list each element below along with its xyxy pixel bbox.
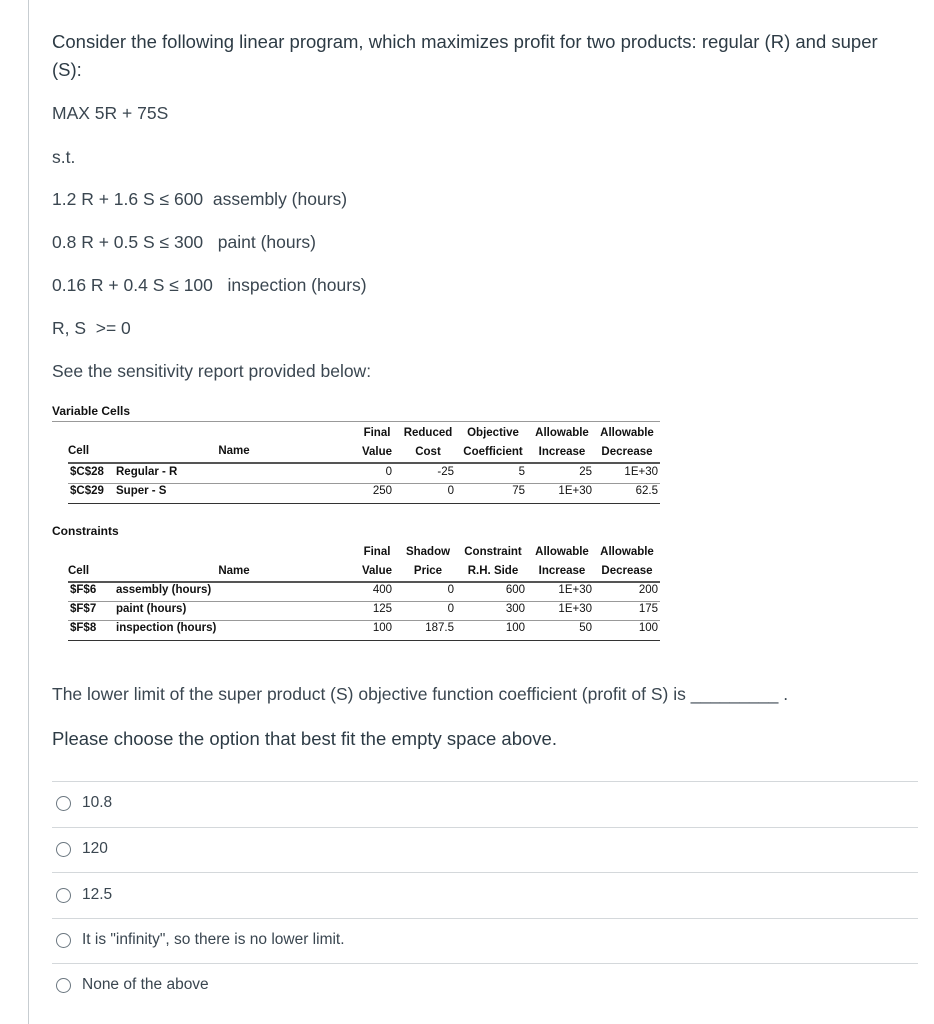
constraint-label: paint (hours)	[217, 232, 317, 252]
constraint-label: assembly (hours)	[212, 189, 348, 209]
option-label: None of the above	[82, 976, 209, 993]
divider	[68, 483, 660, 484]
final-value: 0	[385, 466, 392, 478]
shadow-price: 187.5	[425, 622, 454, 634]
constraint-paint	[52, 232, 316, 253]
constraint-rhs: 600	[505, 584, 525, 596]
sensitivity-report	[52, 404, 672, 654]
allowable-decrease: 200	[638, 584, 658, 596]
divider	[52, 963, 918, 964]
divider	[52, 781, 918, 782]
radio-button-icon[interactable]	[56, 796, 71, 811]
final-value: 125	[372, 603, 392, 615]
cell-ref: $C$28	[70, 466, 104, 478]
header-allowable-increase: Allowable Increase	[535, 546, 589, 577]
cell-ref: $C$29	[70, 485, 104, 497]
constraint-label: inspection (hours)	[227, 275, 367, 295]
reduced-cost: 0	[447, 485, 454, 497]
cell-ref: $F$6	[70, 584, 97, 596]
allowable-decrease: 62.5	[635, 485, 658, 497]
divider	[52, 421, 660, 422]
cell-name: Regular - R	[116, 466, 178, 478]
option-label: 120	[82, 840, 108, 857]
cell-name: inspection (hours)	[116, 622, 217, 634]
subject-to-label: s.t.	[52, 147, 76, 167]
allowable-decrease: 175	[638, 603, 658, 615]
header-reduced-cost: Reduced Cost	[403, 427, 453, 458]
constraint-assembly	[52, 189, 347, 210]
answer-option-12-5[interactable]	[56, 883, 112, 907]
allowable-increase: 25	[579, 466, 592, 478]
header-allowable-increase: Allowable Increase	[535, 427, 589, 458]
allowable-increase: 1E+30	[558, 584, 592, 596]
option-label: 10.8	[82, 794, 113, 811]
header-final: Final Value	[361, 546, 393, 577]
constraint-inspection	[52, 275, 367, 296]
header-constraint-rhs: Constraint R.H. Side	[464, 546, 522, 577]
allowable-increase: 1E+30	[558, 603, 592, 615]
radio-button-icon[interactable]	[56, 888, 71, 903]
radio-button-icon[interactable]	[56, 933, 71, 948]
objective-coefficient: 5	[518, 466, 525, 478]
allowable-decrease: 100	[638, 622, 658, 634]
cell-ref: $F$7	[70, 603, 97, 615]
constraint-expr: 1.2 R + 1.6 S ≤ 600	[52, 189, 204, 209]
constraint-expr: 0.16 R + 0.4 S ≤ 100	[52, 275, 213, 295]
cell-name: assembly (hours)	[116, 584, 212, 596]
header-objective-coefficient: Objective Coefficient	[463, 427, 523, 458]
cell-name: paint (hours)	[116, 603, 187, 615]
answer-option-10-8[interactable]	[56, 791, 112, 815]
shadow-price: 0	[447, 584, 454, 596]
nonnegativity-constraint: R, S >= 0	[52, 318, 131, 338]
radio-button-icon[interactable]	[56, 842, 71, 857]
divider	[68, 640, 660, 641]
header-name: Name	[218, 445, 250, 457]
answer-option-120[interactable]	[56, 837, 108, 861]
divider	[68, 581, 660, 583]
header-allowable-decrease: Allowable Decrease	[600, 546, 654, 577]
header-cell: Cell	[68, 565, 90, 577]
divider	[68, 601, 660, 602]
cell-name: Super - S	[116, 485, 167, 497]
shadow-price: 0	[447, 603, 454, 615]
objective-coefficient: 75	[512, 485, 525, 497]
option-label: 12.5	[82, 886, 113, 903]
divider	[68, 620, 660, 621]
header-final: Final Value	[361, 427, 393, 458]
see-report-text: See the sensitivity report provided below:	[52, 361, 372, 381]
answer-blank: _________	[690, 684, 779, 704]
fill-in-blank-question: The lower limit of the super product (S) objective function coefficient (profit of S) is _________ .	[52, 684, 789, 704]
header-name: Name	[218, 565, 250, 577]
radio-button-icon[interactable]	[56, 978, 71, 993]
variable-cells-title: Variable Cells	[52, 404, 131, 418]
question-intro: Consider the following linear program, which maximizes profit for two products: regular (R) and super (S):	[52, 31, 878, 80]
answer-option-none[interactable]	[56, 973, 209, 997]
constraint-expr: 0.8 R + 0.5 S ≤ 300	[52, 232, 204, 252]
constraint-rhs: 300	[505, 603, 525, 615]
cell-ref: $F$8	[70, 622, 97, 634]
divider	[68, 503, 660, 504]
constraints-title: Constraints	[52, 524, 119, 538]
divider	[52, 872, 918, 873]
divider	[52, 827, 918, 828]
final-value: 250	[372, 485, 392, 497]
final-value: 400	[372, 584, 392, 596]
divider	[68, 462, 660, 464]
answer-option-infinity[interactable]	[56, 928, 345, 952]
final-value: 100	[372, 622, 392, 634]
constraint-rhs: 100	[505, 622, 525, 634]
answer-prompt: Please choose the option that best fit the empty space above.	[52, 728, 557, 749]
allowable-increase: 50	[579, 622, 592, 634]
option-label: It is "infinity", so there is no lower limit.	[82, 931, 345, 948]
allowable-increase: 1E+30	[558, 485, 592, 497]
objective-function: MAX 5R + 75S	[52, 103, 169, 123]
header-allowable-decrease: Allowable Decrease	[600, 427, 654, 458]
allowable-decrease: 1E+30	[624, 466, 658, 478]
divider	[52, 918, 918, 919]
header-shadow-price: Shadow Price	[405, 546, 451, 577]
header-cell: Cell	[68, 445, 90, 457]
reduced-cost: -25	[437, 466, 454, 478]
